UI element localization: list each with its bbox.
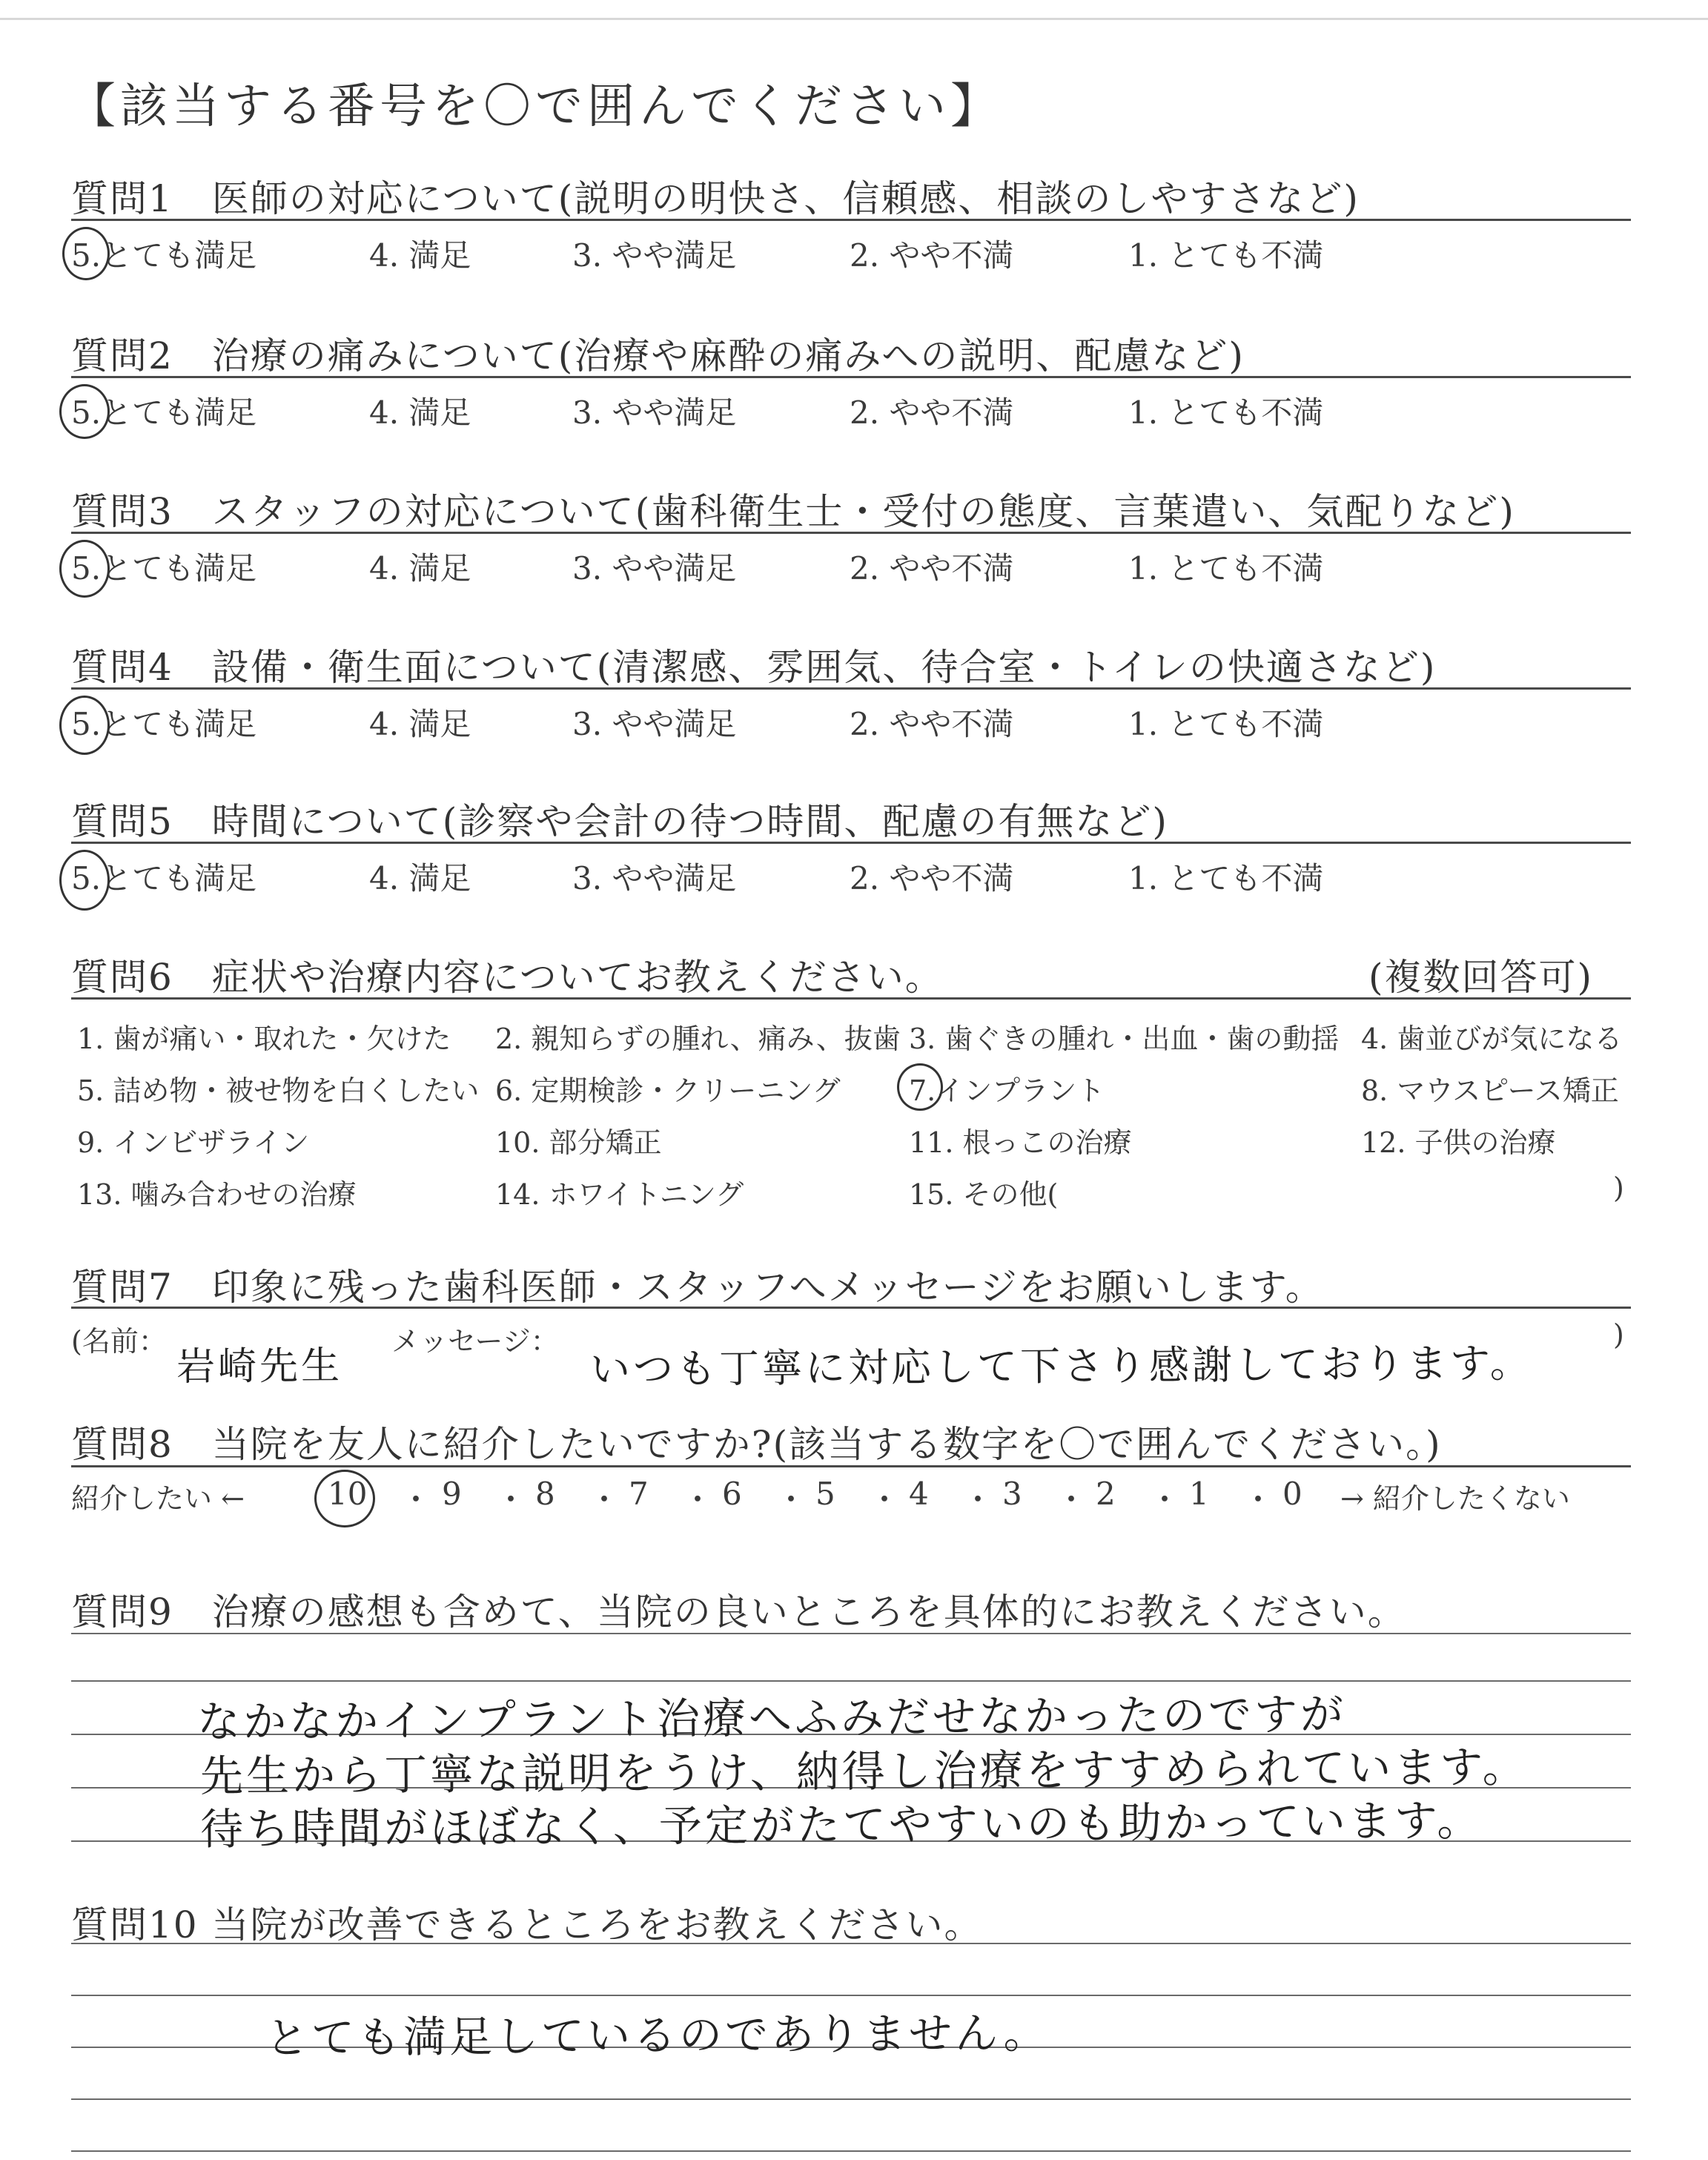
question-8-title: 質問8 当院を友人に紹介したいですか?(該当する数字を〇で囲んでください。) — [71, 1423, 1442, 1466]
q8-scale-5[interactable]: 5 — [815, 1476, 835, 1512]
q6-item-11[interactable]: 11. 根っこの治療 — [909, 1126, 1132, 1159]
q8-dot: ・ — [495, 1482, 527, 1518]
q8-dot: ・ — [1242, 1482, 1274, 1518]
q6-item-1[interactable]: 1. 歯が痛い・取れた・欠けた — [77, 1023, 451, 1055]
q4-option-1[interactable]: 1. とても不満 — [1128, 706, 1324, 742]
q5-option-2[interactable]: 2. やや不満 — [850, 860, 1014, 896]
q6-item-10[interactable]: 10. 部分矯正 — [495, 1126, 662, 1159]
q7-name-label: (名前： — [71, 1325, 167, 1358]
q2-option-1[interactable]: 1. とても不満 — [1128, 394, 1324, 431]
question-5-rule — [71, 842, 1631, 844]
q1-option-3[interactable]: 3. やや満足 — [572, 237, 737, 274]
q2-selection-circle — [59, 384, 110, 439]
q4-option-2[interactable]: 2. やや不満 — [850, 706, 1014, 742]
question-1-title: 質問1 医師の対応について(説明の明快さ、信頼感、相談のしやすさなど) — [71, 177, 1360, 220]
q8-dot: ・ — [775, 1482, 807, 1518]
q8-scale-6[interactable]: 6 — [722, 1476, 742, 1512]
question-6-title: 質問6 症状や治療内容についてお教えください。 — [71, 956, 944, 999]
q1-selection-circle — [62, 227, 110, 280]
q8-left-label: 紹介したい ← — [71, 1482, 245, 1515]
q6-item-9[interactable]: 9. インビザライン — [77, 1126, 310, 1159]
q6-item-4[interactable]: 4. 歯並びが気になる — [1361, 1023, 1623, 1055]
q8-scale-2[interactable]: 2 — [1096, 1476, 1116, 1512]
q3-option-5[interactable]: 5.とても満足 — [71, 550, 257, 587]
q9-line — [71, 1680, 1631, 1682]
question-5-title: 質問5 時間について(診察や会計の待つ時間、配慮の有無など) — [71, 800, 1168, 843]
q6-item-15[interactable]: 15. その他( — [909, 1178, 1059, 1211]
q3-option-2[interactable]: 2. やや不満 — [850, 550, 1014, 587]
q10-line — [71, 2150, 1631, 2152]
q10-line — [71, 2098, 1631, 2100]
q8-dot: ・ — [962, 1482, 994, 1518]
question-2-rule — [71, 376, 1631, 378]
q2-option-2[interactable]: 2. やや不満 — [850, 394, 1014, 431]
q10-handwritten-line-1: とても満足しているのでありません。 — [265, 2007, 1050, 2064]
q10-line — [71, 1995, 1631, 1996]
q6-item-5[interactable]: 5. 詰め物・被せ物を白くしたい — [77, 1074, 480, 1107]
q7-name-handwritten: 岩崎先生 — [176, 1344, 343, 1390]
q9-handwritten-line-3: 待ち時間がほぼなく、予定がたてやすいのも助かっています。 — [199, 1794, 1483, 1855]
q8-scale-10[interactable]: 10 — [328, 1476, 368, 1512]
q1-option-1[interactable]: 1. とても不満 — [1128, 237, 1324, 274]
form-header: 【該当する番号を〇で囲んでください】 — [68, 79, 1002, 134]
q2-option-4[interactable]: 4. 満足 — [369, 394, 471, 431]
question-3-rule — [71, 532, 1631, 534]
q8-dot: ・ — [589, 1482, 620, 1518]
q9-handwritten-line-1: なかなかインプラント治療へふみだせなかったのですが — [196, 1688, 1347, 1748]
q3-selection-circle — [59, 540, 110, 598]
question-1-rule — [71, 219, 1631, 221]
q4-option-3[interactable]: 3. やや満足 — [572, 706, 737, 742]
q8-scale-7[interactable]: 7 — [629, 1476, 649, 1512]
q5-option-1[interactable]: 1. とても不満 — [1128, 860, 1324, 896]
q8-dot: ・ — [400, 1482, 432, 1518]
question-6-note: (複数回答可) — [1368, 956, 1594, 999]
q10-line — [71, 1943, 1631, 1944]
question-2-title: 質問2 治療の痛みについて(治療や麻酔の痛みへの説明、配慮など) — [71, 334, 1245, 377]
question-9-title: 質問9 治療の感想も含めて、当院の良いところを具体的にお教えください。 — [71, 1591, 1406, 1634]
q7-message-label: メッセージ： — [391, 1325, 559, 1358]
q3-option-4[interactable]: 4. 満足 — [369, 550, 471, 587]
q3-option-1[interactable]: 1. とても不満 — [1128, 550, 1324, 587]
q5-option-3[interactable]: 3. やや満足 — [572, 860, 737, 896]
q6-item-3[interactable]: 3. 歯ぐきの腫れ・出血・歯の動揺 — [909, 1023, 1340, 1055]
q3-option-3[interactable]: 3. やや満足 — [572, 550, 737, 587]
q6-item-13[interactable]: 13. 噛み合わせの治療 — [77, 1178, 357, 1211]
page-top-edge — [0, 18, 1708, 20]
q8-scale-4[interactable]: 4 — [909, 1476, 929, 1512]
q4-option-4[interactable]: 4. 満足 — [369, 706, 471, 742]
q8-right-label: → 紹介したくない — [1340, 1482, 1570, 1515]
question-4-title: 質問4 設備・衛生面について(清潔感、雰囲気、待合室・トイレの快適さなど) — [71, 646, 1437, 689]
q6-item-7[interactable]: 7.インプラント — [909, 1074, 1105, 1107]
q8-dot: ・ — [682, 1482, 714, 1518]
q8-dot: ・ — [1056, 1482, 1088, 1518]
q6-item-12[interactable]: 12. 子供の治療 — [1361, 1126, 1556, 1159]
q1-option-5[interactable]: 5.とても満足 — [71, 237, 257, 274]
q8-selection-circle — [314, 1470, 375, 1527]
q8-scale-1[interactable]: 1 — [1189, 1476, 1209, 1512]
q8-scale-0[interactable]: 0 — [1282, 1476, 1302, 1512]
q8-scale-9[interactable]: 9 — [442, 1476, 462, 1512]
question-3-title: 質問3 スタッフの対応について(歯科衛生士・受付の態度、言葉遣い、気配りなど) — [71, 490, 1515, 533]
q6-other-close-paren: ) — [1613, 1172, 1624, 1204]
q8-dot: ・ — [869, 1482, 901, 1518]
q6-item-14[interactable]: 14. ホワイトニング — [495, 1178, 744, 1211]
q8-dot: ・ — [1149, 1482, 1181, 1518]
q7-close-paren: ) — [1613, 1318, 1624, 1351]
q5-selection-circle — [59, 850, 110, 911]
q4-selection-circle — [59, 696, 110, 755]
q5-option-5[interactable]: 5.とても満足 — [71, 860, 257, 896]
q6-selection-circle — [897, 1063, 943, 1111]
q8-scale-3[interactable]: 3 — [1002, 1476, 1022, 1512]
q1-option-2[interactable]: 2. やや不満 — [850, 237, 1014, 274]
q8-scale-8[interactable]: 8 — [535, 1476, 555, 1512]
q7-message-handwritten: いつも丁寧に対応して下さり感謝しております。 — [589, 1339, 1533, 1393]
question-7-title: 質問7 印象に残った歯科医師・スタッフへメッセージをお願いします。 — [71, 1266, 1324, 1309]
question-4-rule — [71, 687, 1631, 690]
q2-option-5[interactable]: 5.とても満足 — [71, 394, 257, 431]
q9-line — [71, 1633, 1631, 1634]
q4-option-5[interactable]: 5.とても満足 — [71, 706, 257, 742]
q5-option-4[interactable]: 4. 満足 — [369, 860, 471, 896]
q9-handwritten-line-2: 先生から丁寧な説明をうけ、納得し治療をすすめられています。 — [199, 1741, 1529, 1802]
q6-item-2[interactable]: 2. 親知らずの腫れ、痛み、抜歯 — [495, 1023, 901, 1055]
question-7-rule — [71, 1307, 1631, 1309]
q6-item-8[interactable]: 8. マウスピース矯正 — [1361, 1074, 1619, 1107]
question-8-rule — [71, 1465, 1631, 1467]
question-6-rule — [71, 997, 1631, 1000]
q6-item-6[interactable]: 6. 定期検診・クリーニング — [495, 1074, 841, 1107]
question-10-title: 質問10 当院が改善できるところをお教えください。 — [71, 1903, 983, 1946]
q1-option-4[interactable]: 4. 満足 — [369, 237, 471, 274]
q2-option-3[interactable]: 3. やや満足 — [572, 394, 737, 431]
